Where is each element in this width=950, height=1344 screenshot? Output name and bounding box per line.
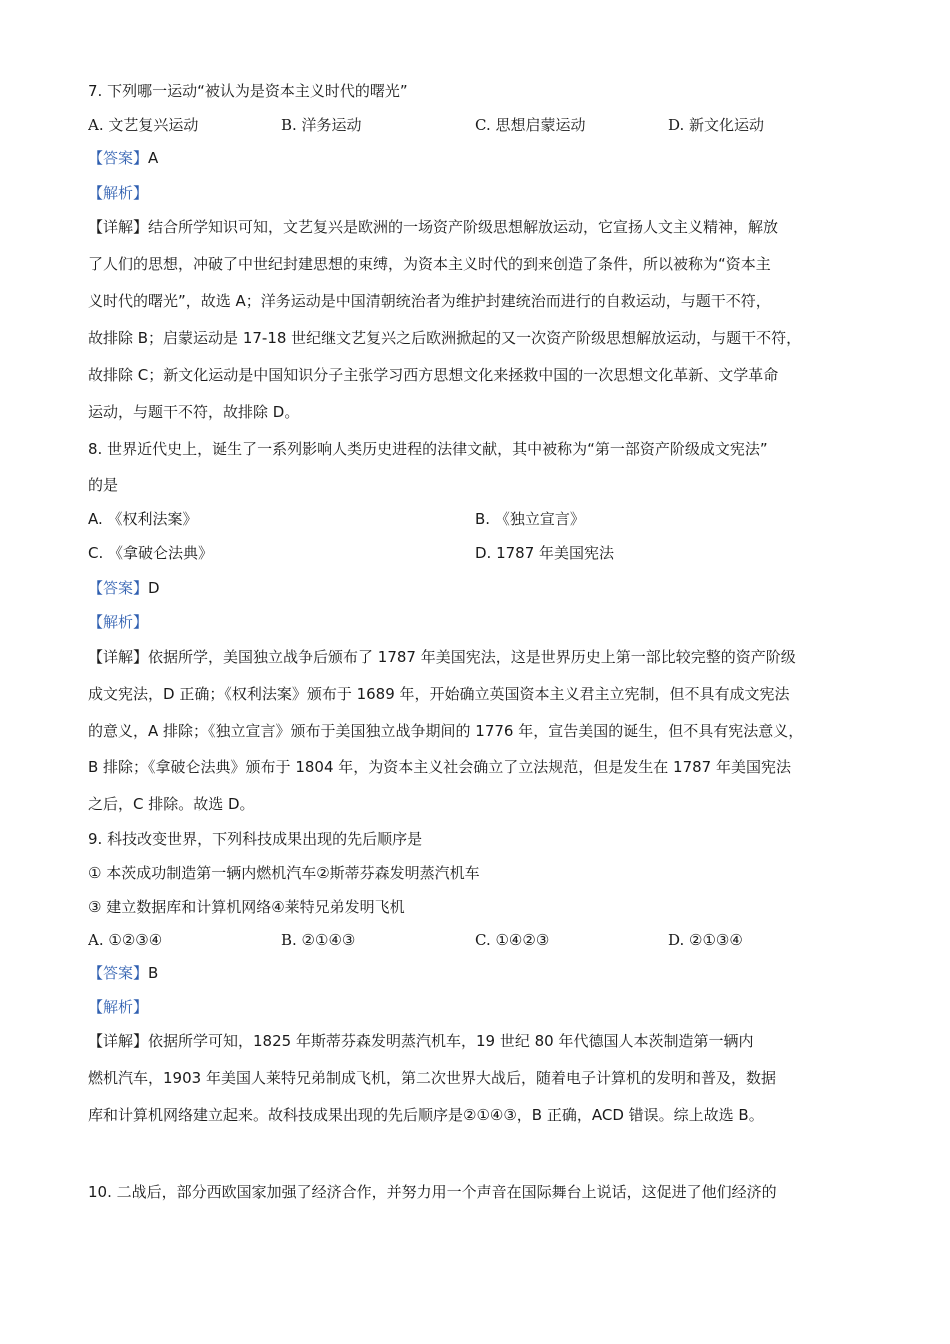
q7-detail-line: 义时代的曙光”，故选 A；洋务运动是中国清朝统治者为维护封建统治而进行的自救运动，与题干不符， bbox=[88, 292, 771, 310]
q8-detail-text: 依据所学，美国独立战争后颁布了 1787 年美国宪法，这是世界历史上第一部比较完整的资产阶级 bbox=[148, 648, 796, 666]
q8-option-a: A. 《权利法案》 bbox=[88, 510, 198, 528]
q8-analysis-tag: 【解析】 bbox=[88, 613, 149, 631]
detail-tag: 【详解】 bbox=[88, 648, 149, 666]
q9-option-a: A. ①②③④ bbox=[88, 931, 163, 949]
q8-detail-line: 成文宪法，D 正确；《权利法案》颁布于 1689 年，开始确立英国资本主义君主立宪制，但不具有成文宪法 bbox=[88, 685, 790, 703]
q8-options-row bbox=[88, 542, 878, 564]
q9-detail-text: 依据所学可知，1825 年斯蒂芬森发明蒸汽机车，19 世纪 80 年代德国人本茨制造第一辆内 bbox=[148, 1032, 754, 1050]
q10-stem: 10. 二战后，部分西欧国家加强了经济合作，并努力用一个声音在国际舞台上说话，这促进了他们经济的 bbox=[88, 1183, 777, 1201]
q7-option-c: C. 思想启蒙运动 bbox=[475, 116, 586, 134]
q9-answer bbox=[88, 962, 878, 984]
q8-answer bbox=[88, 577, 878, 599]
q9-analysis-tag: 【解析】 bbox=[88, 998, 149, 1016]
q9-option-c: C. ①④②③ bbox=[475, 931, 550, 949]
q7-stem: 7. 下列哪一运动“被认为是资本主义时代的曙光” bbox=[88, 82, 408, 100]
q8-stem-line: 8. 世界近代史上，诞生了一系列影响人类历史进程的法律文献，其中被称为“第一部资产阶级成文宪法” bbox=[88, 440, 768, 458]
q7-answer bbox=[88, 147, 878, 169]
q8-option-c: C. 《拿破仑法典》 bbox=[88, 544, 214, 562]
q7-detail-line: 故排除 B；启蒙运动是 17-18 世纪继文艺复兴之后欧洲掀起的又一次资产阶级思想解放运动，与题干不符， bbox=[88, 329, 802, 347]
q9-detail-line: 库和计算机网络建立起来。故科技成果出现的先后顺序是②①④③，B 正确，ACD 错误。综上故选 B。 bbox=[88, 1106, 764, 1124]
q7-detail-line: 运动，与题干不符，故排除 D。 bbox=[88, 403, 300, 421]
answer-tag: 【答案】 bbox=[88, 579, 149, 597]
q9-option-b: B. ②①④③ bbox=[281, 931, 356, 949]
q9-answer-value: B bbox=[148, 964, 159, 982]
q7-option-d: D. 新文化运动 bbox=[668, 116, 765, 134]
q8-options-row bbox=[88, 508, 878, 530]
q7-analysis-tag: 【解析】 bbox=[88, 184, 149, 202]
detail-tag: 【详解】 bbox=[88, 218, 149, 236]
detail-tag: 【详解】 bbox=[88, 1032, 149, 1050]
q9-detail-line: 燃机汽车，1903 年美国人莱特兄弟制成飞机，第二次世界大战后，随着电子计算机的发明和普及，数据 bbox=[88, 1069, 776, 1087]
q8-option-d: D. 1787 年美国宪法 bbox=[475, 544, 615, 562]
q8-option-b: B. 《独立宣言》 bbox=[475, 510, 585, 528]
q7-detail-line bbox=[88, 216, 878, 238]
q9-item-line: ③ 建立数据库和计算机网络④莱特兄弟发明飞机 bbox=[88, 898, 405, 916]
answer-tag: 【答案】 bbox=[88, 964, 149, 982]
q7-detail-text: 结合所学知识可知，文艺复兴是欧洲的一场资产阶级思想解放运动，它宣扬人文主义精神，解放 bbox=[148, 218, 779, 236]
q9-options bbox=[88, 929, 878, 951]
q9-option-d: D. ②①③④ bbox=[668, 931, 743, 949]
q8-detail-line: 的意义，A 排除；《独立宣言》颁布于美国独立战争期间的 1776 年，宣告美国的诞生，但不具有宪法意义， bbox=[88, 722, 804, 740]
q8-stem-line: 的是 bbox=[88, 476, 119, 494]
q8-detail-line: B 排除；《拿破仑法典》颁布于 1804 年，为资本主义社会确立了立法规范，但是发生在 1787 年美国宪法 bbox=[88, 758, 791, 776]
q7-answer-value: A bbox=[148, 149, 159, 167]
q8-answer-value: D bbox=[148, 579, 160, 597]
q8-detail-line bbox=[88, 646, 878, 668]
q7-option-a: A. 文艺复兴运动 bbox=[88, 116, 199, 134]
q8-detail-line: 之后，C 排除。故选 D。 bbox=[88, 795, 255, 813]
answer-tag: 【答案】 bbox=[88, 149, 149, 167]
q9-stem: 9. 科技改变世界，下列科技成果出现的先后顺序是 bbox=[88, 830, 423, 848]
q7-detail-line: 了人们的思想，冲破了中世纪封建思想的束缚，为资本主义时代的到来创造了条件，所以被称为“资本主 bbox=[88, 255, 771, 273]
q7-detail-line: 故排除 C；新文化运动是中国知识分子主张学习西方思想文化来拯救中国的一次思想文化革新、文学革命 bbox=[88, 366, 779, 384]
q9-detail-line bbox=[88, 1030, 878, 1052]
q7-options bbox=[88, 114, 878, 136]
q7-option-b: B. 洋务运动 bbox=[281, 116, 362, 134]
q9-item-line: ① 本茨成功制造第一辆内燃机汽车②斯蒂芬森发明蒸汽机车 bbox=[88, 864, 480, 882]
